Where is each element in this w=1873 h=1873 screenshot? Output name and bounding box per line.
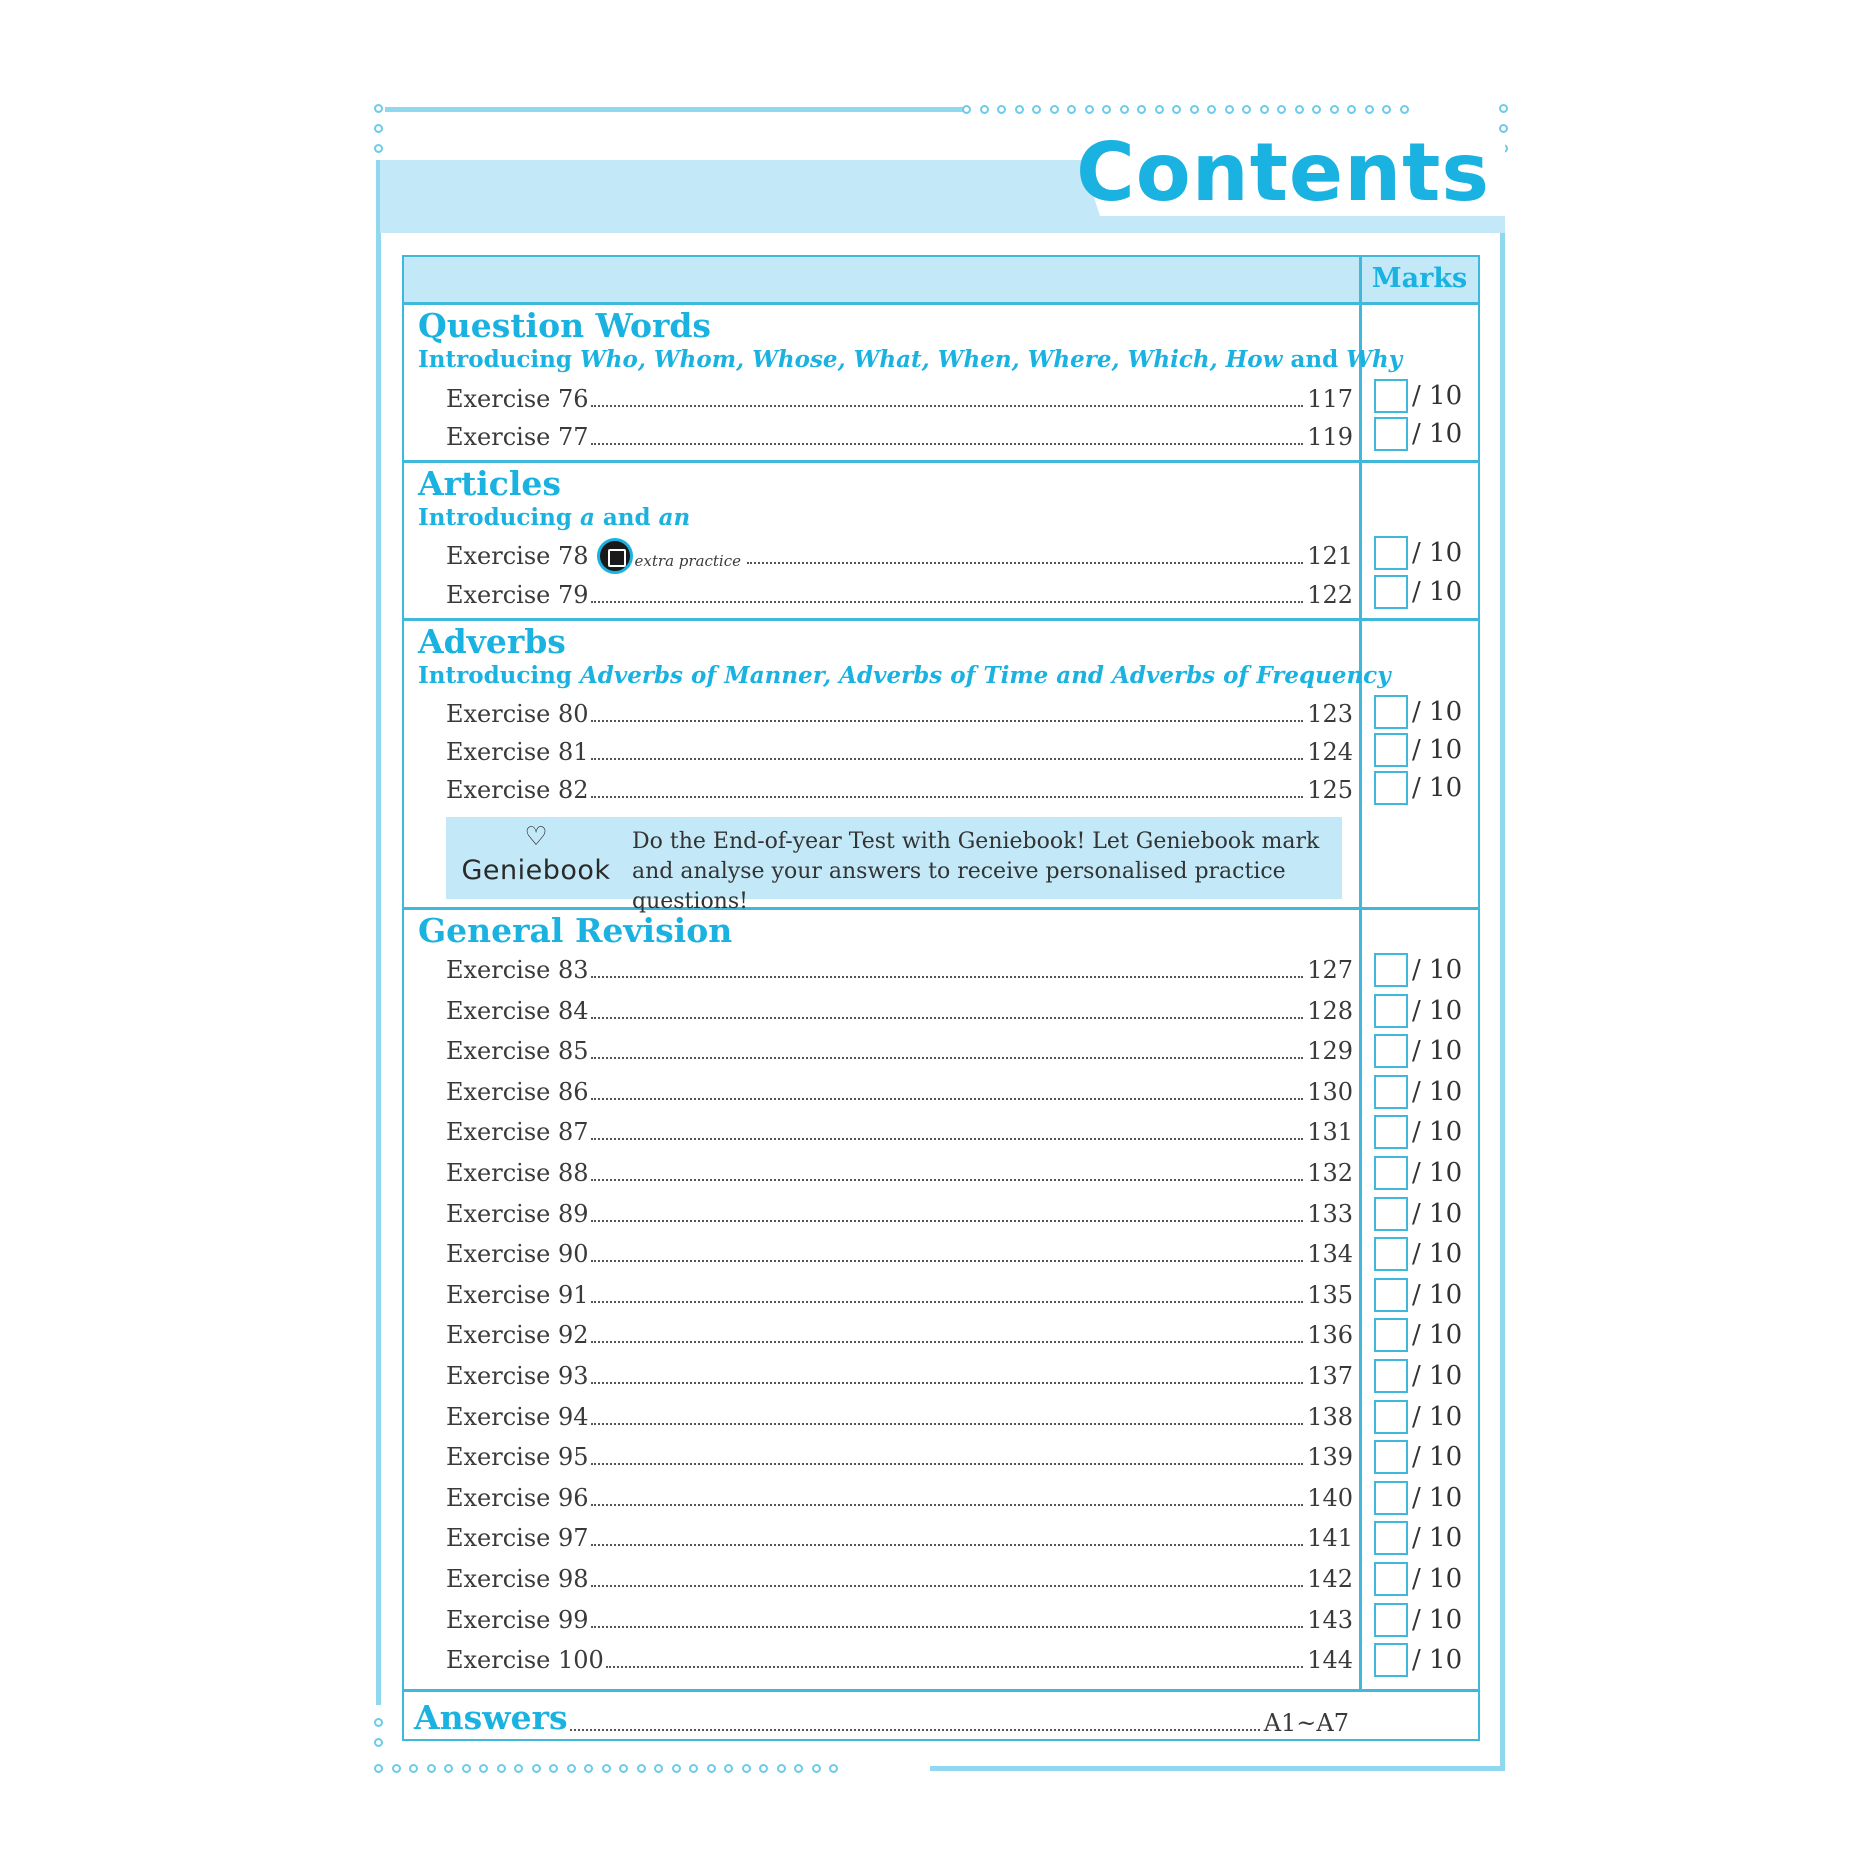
marks-total: / 10 (1412, 735, 1463, 765)
frame-right-line (1500, 170, 1505, 1768)
genie-lamp-icon: ♡ (524, 822, 548, 852)
marks-total: / 10 (1412, 1523, 1463, 1554)
dot-leader (591, 1138, 1304, 1140)
subtitle-mid: and (602, 504, 651, 531)
frame-dot (497, 1764, 506, 1773)
exercise-page: 135 (1307, 1280, 1353, 1309)
dot-leader (591, 601, 1304, 603)
exercise-row[interactable] (446, 1194, 1353, 1228)
dot-leader (591, 1179, 1304, 1181)
marks-total: / 10 (1412, 1239, 1463, 1270)
dot-leader (591, 1301, 1304, 1303)
exercise-label: Exercise 97 (446, 1524, 589, 1553)
exercise-label: Exercise 84 (446, 996, 589, 1025)
marks-input-box[interactable] (1374, 1278, 1408, 1312)
section-title: Question Words (418, 306, 712, 345)
marks-total: / 10 (1412, 1320, 1463, 1351)
marks-total: / 10 (1412, 538, 1463, 568)
exercise-page: 142 (1307, 1565, 1353, 1593)
exercise-label: Exercise 79 (446, 581, 589, 609)
frame-dot (1499, 104, 1508, 113)
frame-dot (724, 1764, 733, 1773)
exercise-page: 131 (1307, 1118, 1353, 1147)
frame-left-dots-bottom (374, 1718, 383, 1747)
frame-dot (549, 1764, 558, 1773)
marks-input-box[interactable] (1374, 1359, 1408, 1393)
frame-dot (1085, 105, 1094, 114)
exercise-row[interactable] (446, 991, 1353, 1025)
dot-leader (591, 796, 1304, 798)
frame-dot (619, 1764, 628, 1773)
frame-dot (1260, 105, 1269, 114)
marks-cell (1374, 1641, 1462, 1679)
exercise-label: Exercise 95 (446, 1443, 589, 1472)
exercise-row[interactable] (446, 575, 1353, 609)
exercise-label: Exercise 98 (446, 1565, 589, 1593)
frame-dot (444, 1764, 453, 1773)
marks-input-box[interactable] (1374, 1643, 1408, 1677)
marks-cell (1374, 1601, 1462, 1639)
frame-dot (1295, 105, 1304, 114)
extra-practice-label: extra practice (634, 552, 742, 570)
frame-dot (1015, 105, 1024, 114)
frame-dot (1499, 124, 1508, 133)
page-title: Contents (1076, 126, 1490, 219)
frame-dot (707, 1764, 716, 1773)
exercise-label: Exercise 76 (446, 385, 589, 413)
exercise-label: Exercise 86 (446, 1077, 589, 1106)
exercise-row[interactable] (446, 379, 1353, 413)
frame-dot (374, 144, 383, 153)
dot-leader (591, 1341, 1304, 1343)
marks-total: / 10 (1412, 1482, 1463, 1513)
exercise-page: 125 (1307, 776, 1353, 804)
exercise-page: 122 (1307, 581, 1353, 609)
dot-leader (591, 1220, 1304, 1222)
frame-dot (1050, 105, 1059, 114)
exercise-label: Exercise 93 (446, 1362, 589, 1390)
frame-dot (374, 1764, 383, 1773)
dot-leader (591, 1626, 1304, 1628)
marks-total: / 10 (1412, 1036, 1463, 1067)
marks-total: / 10 (1412, 697, 1463, 727)
exercise-page: 129 (1307, 1037, 1353, 1066)
exercise-label: Exercise 78 (446, 542, 589, 570)
frame-dot (689, 1764, 698, 1773)
marks-input-box[interactable] (1374, 417, 1408, 451)
marks-total: / 10 (1412, 419, 1463, 449)
frame-dot (637, 1764, 646, 1773)
row-divider (404, 460, 1478, 463)
exercise-page: 121 (1307, 542, 1353, 570)
marks-input-box[interactable] (1374, 1481, 1408, 1515)
marks-input-box[interactable] (1374, 695, 1408, 729)
frame-dot (654, 1764, 663, 1773)
frame-dot (1067, 105, 1076, 114)
subtitle-prefix: Introducing (418, 504, 572, 531)
marks-input-box[interactable] (1374, 1034, 1408, 1068)
section-subtitle (418, 503, 690, 533)
frame-dot (812, 1764, 821, 1773)
exercise-label: Exercise 89 (446, 1199, 589, 1228)
frame-dot (962, 105, 971, 114)
marks-total: / 10 (1412, 773, 1463, 803)
exercise-page: 133 (1307, 1199, 1353, 1228)
marks-cell (1374, 1195, 1462, 1233)
frame-dot (794, 1764, 803, 1773)
exercise-row[interactable] (446, 1437, 1353, 1471)
frame-dot (829, 1764, 838, 1773)
exercise-page: 138 (1307, 1402, 1353, 1431)
subtitle-italic: a (579, 504, 595, 531)
marks-total: / 10 (1412, 1117, 1463, 1148)
exercise-page: 127 (1307, 956, 1353, 984)
exercise-label: Exercise 77 (446, 423, 589, 451)
frame-dot (1137, 105, 1146, 114)
marks-header: Marks (1371, 263, 1468, 294)
exercise-row[interactable] (446, 1072, 1353, 1106)
marks-total: / 10 (1412, 1401, 1463, 1432)
answers-row[interactable] (414, 1697, 1349, 1737)
exercise-page: 128 (1307, 996, 1353, 1025)
contents-table (402, 255, 1480, 1741)
dot-leader (591, 1017, 1304, 1019)
subtitle-prefix: Introducing (418, 662, 572, 689)
marks-input-box[interactable] (1374, 379, 1408, 413)
exercise-row[interactable] (446, 1112, 1353, 1146)
frame-dot (742, 1764, 751, 1773)
marks-input-box[interactable] (1374, 994, 1408, 1028)
marks-input-box[interactable] (1374, 1400, 1408, 1434)
marks-total: / 10 (1412, 955, 1463, 985)
section-subtitle (418, 661, 1391, 691)
marks-cell (1374, 1519, 1462, 1557)
section-title: Adverbs (418, 622, 566, 661)
frame-left-line (376, 160, 381, 1705)
exercise-page: 119 (1307, 423, 1353, 451)
geniebook-promo[interactable] (446, 817, 1342, 914)
subtitle-italic: Why (1346, 346, 1403, 373)
marks-cell (1374, 573, 1462, 611)
exercise-row[interactable] (446, 536, 1353, 570)
geniebook-logo (456, 823, 616, 886)
marks-cell (1374, 951, 1462, 989)
marks-total: / 10 (1412, 1564, 1463, 1594)
marks-cell (1374, 1276, 1462, 1314)
frame-dot (514, 1764, 523, 1773)
marks-total: / 10 (1412, 1158, 1463, 1188)
exercise-page: 141 (1307, 1524, 1353, 1553)
dot-leader (591, 1260, 1304, 1262)
exercise-row[interactable] (446, 1518, 1353, 1552)
marks-cell (1374, 377, 1462, 415)
frame-bottom-line (930, 1766, 1505, 1771)
frame-dot (602, 1764, 611, 1773)
marks-cell (1374, 693, 1462, 731)
frame-dot (392, 1764, 401, 1773)
dot-leader (591, 1504, 1304, 1506)
marks-cell (1374, 1316, 1462, 1354)
marks-input-box[interactable] (1374, 575, 1408, 609)
frame-dot (777, 1764, 786, 1773)
marks-input-box[interactable] (1374, 1075, 1408, 1109)
exercise-page: 132 (1307, 1159, 1353, 1187)
exercise-label: Exercise 87 (446, 1118, 589, 1147)
exercise-page: 123 (1307, 700, 1353, 728)
marks-cell (1374, 534, 1462, 572)
exercise-row[interactable] (446, 1234, 1353, 1268)
exercise-row[interactable] (446, 1356, 1353, 1390)
frame-dot (1277, 105, 1286, 114)
marks-total: / 10 (1412, 1076, 1463, 1107)
frame-dot (1400, 105, 1409, 114)
exercise-row[interactable] (446, 1315, 1353, 1349)
exercise-row[interactable] (446, 1275, 1353, 1309)
exercise-label: Exercise 91 (446, 1280, 589, 1309)
frame-dot (532, 1764, 541, 1773)
marks-total: / 10 (1412, 1645, 1463, 1676)
row-divider (404, 1689, 1478, 1692)
subtitle-prefix: Introducing (418, 346, 572, 373)
frame-dot (1330, 105, 1339, 114)
frame-dot (567, 1764, 576, 1773)
frame-dot (1347, 105, 1356, 114)
exercise-label: Exercise 99 (446, 1605, 589, 1634)
subtitle-mid: and (1290, 346, 1339, 373)
dot-leader (591, 1382, 1304, 1384)
exercise-page: 134 (1307, 1240, 1353, 1269)
marks-cell (1374, 415, 1462, 453)
exercise-row[interactable] (446, 1478, 1353, 1512)
frame-dot (980, 105, 989, 114)
marks-cell (1374, 1560, 1462, 1598)
exercise-page: 130 (1307, 1077, 1353, 1106)
exercise-page: 144 (1307, 1646, 1353, 1675)
exercise-row[interactable] (446, 1600, 1353, 1634)
marks-input-box[interactable] (1374, 1562, 1408, 1596)
exercise-row[interactable] (446, 1031, 1353, 1065)
exercise-row[interactable] (446, 1640, 1353, 1674)
frame-dot (462, 1764, 471, 1773)
frame-dot (759, 1764, 768, 1773)
marks-cell (1374, 1073, 1462, 1111)
exercise-page: 143 (1307, 1605, 1353, 1634)
marks-total: / 10 (1412, 1604, 1463, 1635)
marks-cell (1374, 1398, 1462, 1436)
dot-leader (591, 976, 1304, 978)
dot-leader (591, 1585, 1304, 1587)
marks-total: / 10 (1412, 381, 1463, 411)
marks-cell (1374, 1235, 1462, 1273)
exercise-page: 117 (1307, 385, 1353, 413)
section-title: General Revision (418, 911, 733, 950)
marks-column-divider (1359, 257, 1362, 1692)
frame-dot (1155, 105, 1164, 114)
marks-cell (1374, 1113, 1462, 1151)
marks-input-box[interactable] (1374, 1603, 1408, 1637)
marks-cell (1374, 769, 1462, 807)
subtitle-italic: Who, Whom, Whose, What, When, Where, Which, How (579, 346, 1283, 373)
marks-input-box[interactable] (1374, 1156, 1408, 1190)
marks-cell (1374, 1479, 1462, 1517)
frame-bottom-dots (374, 1764, 838, 1773)
frame-dot (997, 105, 1006, 114)
frame-dot (1207, 105, 1216, 114)
exercise-label: Exercise 100 (446, 1646, 604, 1675)
exercise-row[interactable] (446, 1559, 1353, 1593)
frame-dot (672, 1764, 681, 1773)
dot-leader (591, 443, 1304, 445)
marks-input-box[interactable] (1374, 1318, 1408, 1352)
frame-left-dots-top (374, 104, 383, 153)
section-title: Articles (418, 464, 561, 503)
dot-leader (591, 758, 1304, 760)
marks-total: / 10 (1412, 1361, 1463, 1391)
exercise-row[interactable] (446, 694, 1353, 728)
marks-total: / 10 (1412, 1198, 1463, 1229)
subtitle-italic: an (658, 504, 691, 531)
marks-total: / 10 (1412, 995, 1463, 1026)
exercise-label: Exercise 80 (446, 700, 589, 728)
frame-dot (1120, 105, 1129, 114)
marks-cell (1374, 1357, 1462, 1395)
marks-input-box[interactable] (1374, 771, 1408, 805)
marks-input-box[interactable] (1374, 536, 1408, 570)
exercise-row[interactable] (446, 950, 1353, 984)
exercise-label: Exercise 94 (446, 1402, 589, 1431)
frame-dot (1225, 105, 1234, 114)
frame-dot (1190, 105, 1199, 114)
frame-dot (584, 1764, 593, 1773)
frame-dot (409, 1764, 418, 1773)
marks-total: / 10 (1412, 1442, 1463, 1473)
row-divider (404, 302, 1478, 305)
answers-pages: A1~A7 (1263, 1709, 1349, 1737)
exercise-row[interactable] (446, 417, 1353, 451)
frame-dot (427, 1764, 436, 1773)
marks-input-box[interactable] (1374, 1521, 1408, 1555)
frame-dot (1365, 105, 1374, 114)
exercise-label: Exercise 81 (446, 738, 589, 766)
dot-leader (591, 1098, 1304, 1100)
exercise-label: Exercise 88 (446, 1159, 589, 1187)
section-subtitle (418, 345, 1402, 375)
marks-input-box[interactable] (1374, 1197, 1408, 1231)
row-divider (404, 618, 1478, 621)
answers-title: Answers (414, 1698, 568, 1737)
marks-input-box[interactable] (1374, 1440, 1408, 1474)
exercise-label: Exercise 82 (446, 776, 589, 804)
exercise-page: 140 (1307, 1483, 1353, 1512)
marks-cell (1374, 992, 1462, 1030)
marks-cell (1374, 1438, 1462, 1476)
table-header (404, 257, 1478, 302)
frame-dot (1382, 105, 1391, 114)
exercise-page: 136 (1307, 1321, 1353, 1350)
frame-dot (1032, 105, 1041, 114)
exercise-label: Exercise 96 (446, 1483, 589, 1512)
marks-input-box[interactable] (1374, 733, 1408, 767)
dot-leader (591, 1463, 1304, 1465)
marks-cell (1374, 1032, 1462, 1070)
extra-practice-icon (597, 538, 633, 574)
dot-leader (591, 1423, 1304, 1425)
promo-brand: Geniebook (461, 855, 611, 886)
marks-cell (1374, 731, 1462, 769)
exercise-page: 139 (1307, 1443, 1353, 1472)
dot-leader (591, 720, 1304, 722)
marks-total: / 10 (1412, 1279, 1463, 1310)
dot-leader (591, 1057, 1304, 1059)
exercise-label: Exercise 85 (446, 1037, 589, 1066)
marks-input-box[interactable] (1374, 1237, 1408, 1271)
dot-leader (591, 405, 1304, 407)
marks-cell (1374, 1154, 1462, 1192)
marks-total: / 10 (1412, 577, 1463, 607)
dot-leader (606, 1666, 1303, 1668)
exercise-label: Exercise 90 (446, 1240, 589, 1269)
exercise-page: 137 (1307, 1362, 1353, 1390)
frame-dot (374, 104, 383, 113)
frame-dot (374, 1738, 383, 1747)
exercise-page: 124 (1307, 738, 1353, 766)
promo-text: Do the End-of-year Test with Geniebook! Let Geniebook mark and analyse your answers to receive personalised practice questions! (632, 829, 1320, 914)
exercise-label: Exercise 92 (446, 1321, 589, 1350)
frame-dot (374, 124, 383, 133)
frame-dot (1312, 105, 1321, 114)
frame-dot (374, 1718, 383, 1727)
marks-input-box[interactable] (1374, 953, 1408, 987)
dot-leader (747, 562, 1303, 564)
exercise-row[interactable] (446, 1397, 1353, 1431)
dot-leader (591, 1544, 1304, 1546)
exercise-row[interactable] (446, 1153, 1353, 1187)
frame-dot (1102, 105, 1111, 114)
exercise-label: Exercise 83 (446, 956, 589, 984)
frame-top-line (385, 107, 965, 112)
exercise-row[interactable] (446, 770, 1353, 804)
frame-dot (479, 1764, 488, 1773)
frame-dot (1172, 105, 1181, 114)
subtitle-italic: Adverbs of Manner, Adverbs of Time and Adverbs of Frequency (579, 662, 1391, 689)
frame-top-dots (962, 105, 1409, 114)
marks-input-box[interactable] (1374, 1115, 1408, 1149)
dot-leader (570, 1729, 1260, 1731)
exercise-row[interactable] (446, 732, 1353, 766)
frame-dot (1242, 105, 1251, 114)
